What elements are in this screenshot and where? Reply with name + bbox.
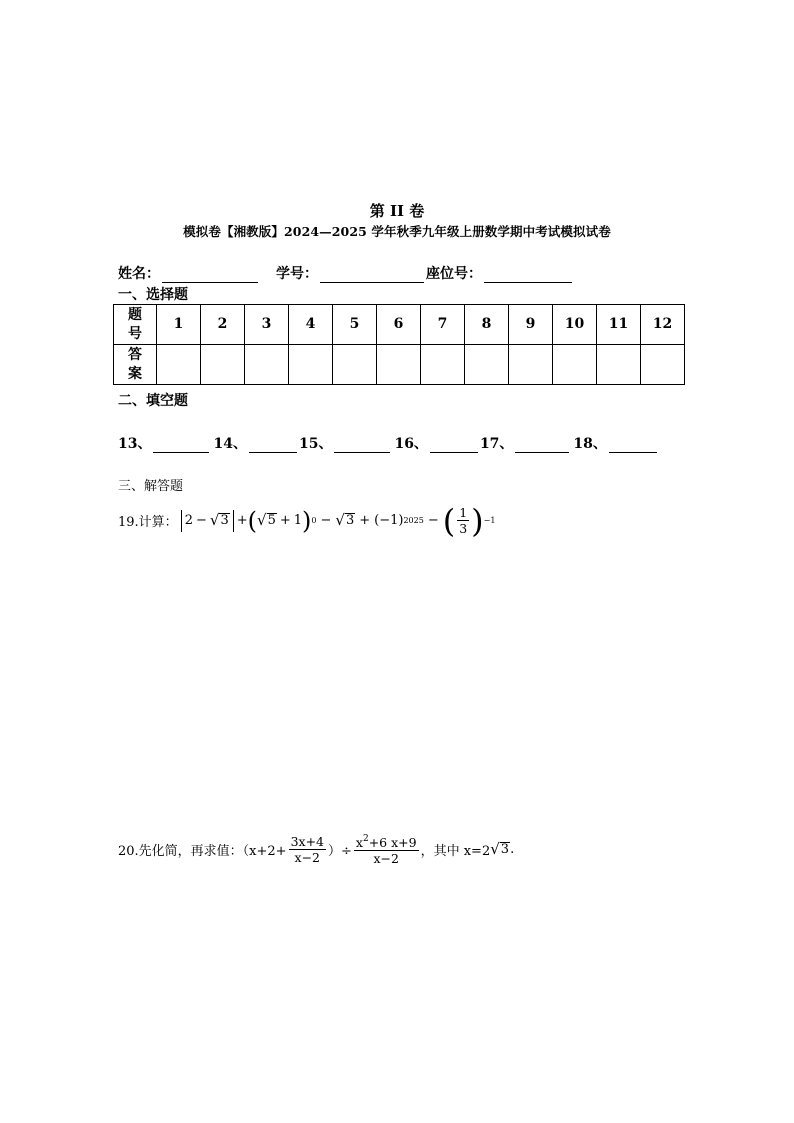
answer-row: [114, 345, 685, 385]
name-label: 姓名：: [118, 266, 160, 282]
fill-blank-14[interactable]: [249, 439, 297, 453]
answer-cell[interactable]: [245, 345, 289, 385]
question-number: 3: [245, 305, 289, 345]
section-solve-heading: 三、解答题: [118, 479, 184, 494]
page-title: 第 II 卷: [369, 202, 425, 220]
fraction-quadratic-over-x2: $\frac{x^2+6 x+9}{x-2}$: [355, 834, 417, 866]
question-number: 5: [333, 305, 377, 345]
answer-cell[interactable]: [201, 345, 245, 385]
question-number: 8: [465, 305, 509, 345]
answer-cell[interactable]: [289, 345, 333, 385]
question-number: 6: [377, 305, 421, 345]
answer-cell[interactable]: [553, 345, 597, 385]
name-blank[interactable]: [162, 268, 258, 283]
answer-cell[interactable]: [157, 345, 201, 385]
sqrt-3-q20: √ 3: [490, 839, 510, 858]
question-number: 2: [201, 305, 245, 345]
student-info-row: [118, 263, 574, 283]
fill-item-label: 14、: [213, 436, 247, 452]
answer-cell[interactable]: [421, 345, 465, 385]
sqrt-3: √ 3: [209, 511, 229, 529]
answer-cell[interactable]: [465, 345, 509, 385]
fraction-3x4-over-x2: $\frac{3x+4}{x-2}$: [290, 833, 324, 865]
q20-prefix: 20.先化简，再求值：（x+2+: [118, 843, 287, 859]
answer-cell[interactable]: [509, 345, 553, 385]
abs-bar-left: [181, 510, 182, 532]
answer-row-label: 答 案: [114, 345, 157, 385]
question-row-label: 题 号: [114, 305, 157, 345]
question-19: 19.计算： 2 − √ 3 + ( √ 5 + 1 ) 0 − √ 3 + (−1) 2025 − ( $\frac{1}{3}$ ) −1: [118, 501, 496, 540]
section-fill-heading: 二、填空题: [118, 393, 188, 409]
student-id-label: 学号：: [276, 266, 318, 282]
fill-blank-17[interactable]: [515, 439, 569, 453]
fill-item-label: 18、: [573, 436, 607, 452]
question-number-row: [114, 305, 685, 345]
section-choice-heading: 一、选择题: [118, 287, 188, 303]
question-number: 1: [157, 305, 201, 345]
question-number: 11: [597, 305, 641, 345]
exam-subtitle: 模拟卷【湘教版】2024—2025 学年秋季九年级上册数学期中考试模拟试卷: [183, 224, 611, 239]
answer-cell[interactable]: [377, 345, 421, 385]
question-number: 4: [289, 305, 333, 345]
q19-prefix: 19.计算：: [118, 515, 178, 530]
fill-item-label: 15、: [298, 436, 333, 452]
student-id-blank[interactable]: [320, 268, 424, 283]
answer-grid: [113, 304, 685, 385]
fill-blank-18[interactable]: [609, 439, 657, 453]
fill-blank-13[interactable]: [153, 439, 209, 453]
question-20: 20.先化简，再求值：（x+2+ $\frac{3x+4}{x-2}$ ）÷ $\frac{x^2+6 x+9}{x-2}$ ，其中 x=2 √ 3 .: [118, 833, 515, 866]
fill-item-label: 17、: [479, 436, 514, 452]
question-number: 12: [641, 305, 685, 345]
fill-blank-15[interactable]: [334, 439, 390, 453]
question-number: 7: [421, 305, 465, 345]
fill-blank-16[interactable]: [430, 439, 478, 453]
sqrt-3b: √ 3: [335, 511, 355, 529]
question-number: 9: [509, 305, 553, 345]
sqrt-5: √ 5: [257, 511, 276, 529]
fraction-one-third: $\frac{1}{3}$: [459, 505, 468, 536]
answer-cell[interactable]: [641, 345, 685, 385]
abs-bar-right: [233, 510, 234, 532]
fill-item-label: 13、: [118, 436, 152, 452]
seat-label: 座位号：: [426, 266, 482, 282]
question-number: 10: [553, 305, 597, 345]
seat-blank[interactable]: [484, 268, 572, 283]
answer-cell[interactable]: [597, 345, 641, 385]
fill-item-label: 16、: [394, 436, 428, 452]
answer-cell[interactable]: [333, 345, 377, 385]
fill-in-row: [118, 433, 659, 453]
